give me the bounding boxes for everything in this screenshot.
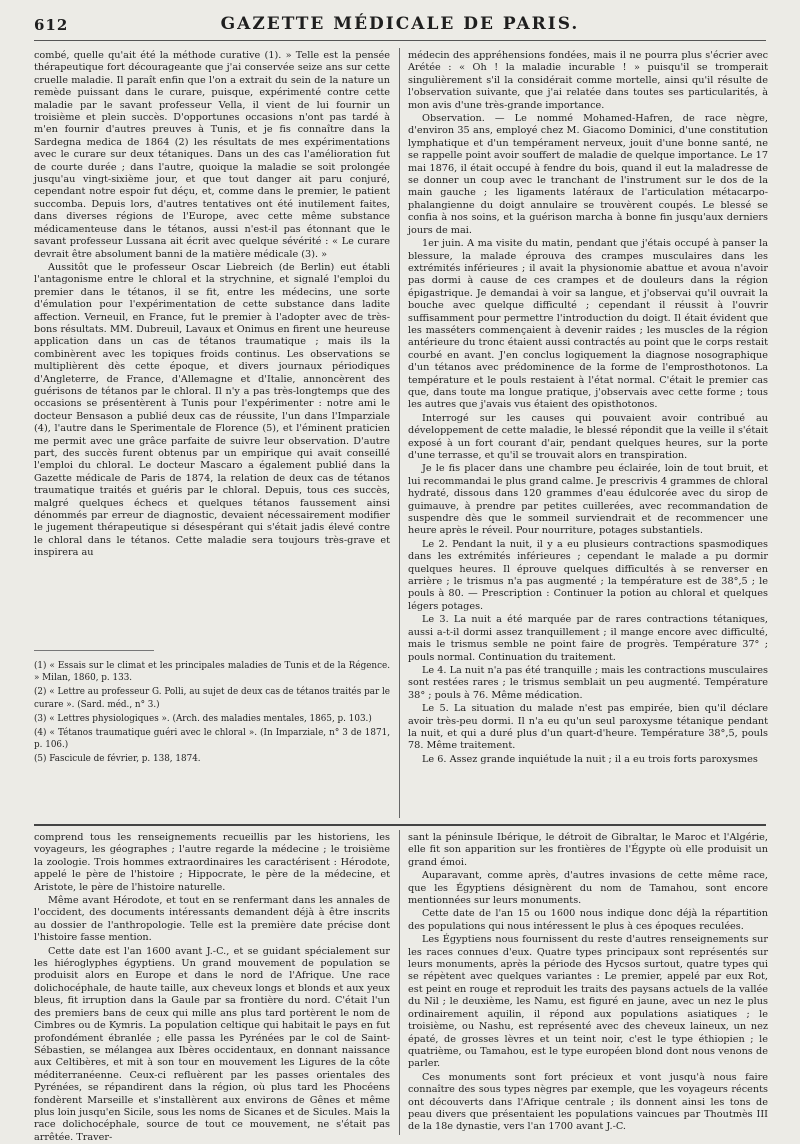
header-rule [34, 40, 766, 41]
paragraph: Je le fis placer dans une chambre peu éclairée, loin de tout bruit, et lui recommandai le plus grand calme. Je prescrivis 4 grammes de chloral hydraté, dissous dans 120 grammes d'eau édulcorée avec du sirop de guimauve, à prendre par petites cuillerées, avec recommandation de suspendre dès que le sommeil surviendrait et de recommencer une heure après le réveil. Pour nourriture, potages substantiels. [408, 463, 768, 537]
right-column-top [408, 50, 768, 820]
paragraph: Auparavant, comme après, d'autres invasions de cette même race, que les Égyptiens désignèrent du nom de Tamahou, sont encore mentionnées sur leurs monuments. [408, 870, 768, 907]
column-divider [399, 48, 400, 818]
paragraph: Aussitôt que le professeur Oscar Liebreich (de Berlin) eut établi l'antagonisme entre le chloral et la strychnine, et signalé l'emploi du premier dans le tétanos, il se fit, entre les médecins, une sorte d'émulation pour l'expérimentation de cette substance dans ladite affection. Verneuil, en France, fut le premier à l'adopter avec de très-bons résultats. MM. Dubreuil, Lavaux et Onimus en firent une heureuse application dans un cas de tétanos traumatique ; mais ils la combinèrent avec les topiques froids continus. Les observations se multiplièrent dès cette époque, et divers journaux périodiques d'Angleterre, de France, d'Allemagne et d'Italie, annoncèrent des guérisons de tétanos par le chloral. Il n'y a pas très-longtemps que des occasions se présentèrent à Tunis pour l'expérimenter : notre ami le docteur Bensason a publié deux cas de réussite, l'un dans l'Imparziale (4), l'autre dans le Sperimentale de Florence (5), et l'éminent praticien me permit avec une grâce parfaite de suivre leur observation. D'autre part, des succès furent obtenus par un empirique qui avait conseillé l'emploi du chloral. Le docteur Mascaro a également publié dans la Gazette médicale de Paris de 1874, la relation de deux cas de tétanos traumatique traités et guéris par le chloral. Depuis, tous ces succès, malgré quelques échecs et quelques tétanos faussement ainsi dénommés par erreur de diagnostic, devaient nécessairement modifier le jugement thérapeutique si désespérant qui s'était jadis élevé contre le chloral dans le tétanos. Cette maladie sera toujours très-grave et inspirera au [34, 261, 390, 559]
footnote: (5) Fascicule de février, p. 138, 1874. [34, 754, 201, 765]
footnote: (1) « Essais sur le climat et les principales maladies de Tunis et de la Régence. » Milan, 1860, p. 133. [34, 661, 390, 684]
paragraph: Le 6. Assez grande inquiétude la nuit ; il a eu trois forts paroxysmes [422, 753, 758, 765]
paragraph: sant la péninsule Ibérique, le détroit de Gibraltar, le Maroc et l'Algérie, elle fit son apparition sur les frontières de l'Égypte où elle produisit un grand émoi. [408, 832, 768, 868]
paragraph: Interrogé sur les causes qui pouvaient avoir contribué au développement de cette maladie, le blessé répondit que la veille il s'était exposé à un fort courant d'air, pendant quelques heures, sur la porte d'une terrasse, et qu'il se trouvait alors en transpiration. [408, 412, 768, 461]
right-column-bottom [408, 832, 768, 1137]
footnote: (4) « Tétanos traumatique guéri avec le chloral ». (In Imparziale, n° 3 de 1871, p. 106.) [34, 728, 390, 751]
section-rule [34, 824, 766, 826]
paragraph: comprend tous les renseignements recueillis par les historiens, les voyageurs, les géographes ; l'autre regarde la médecine ; le troisième la zoologie. Trois hommes extraordinaires les caractérisent : Hérodote, appelé le père de l'histoire ; Hippocrate, le père de la médecine, et Aristote, le père de l'histoire naturelle. [34, 832, 390, 893]
paragraph: Cette date de l'an 15 ou 1600 nous indique donc déjà la répartition des populations qui nous intéressent le plus à ces époques reculées. [408, 908, 768, 932]
paragraph: Les Égyptiens nous fournissent du reste d'autres renseignements sur les races connues d'eux. Quatre types principaux sont représentés sur leurs monuments, après la période des Hycsos surtout, quatre types qui se répètent avec quelques variantes : Le premier, appelé par eux Rot, est peint en rouge et reproduit les traits des paysans actuels de la vallée du Nil ; le deuxième, les Namu, est figuré en jaune, avec un nez le plus ordinairement aquilin, il répond aux populations asiatiques ; le troisième, ou Nashu, est représenté avec des cheveux laineux, un nez épaté, de grosses lèvres et un teint noir, c'est le type éthiopien ; le quatrième, ou Tamahou, est le type européen blond dont nous venons de parler. [408, 934, 768, 1070]
paragraph: médecin des appréhensions fondées, mais il ne pourra plus s'écrier avec Arétée : « Oh ! la maladie incurable ! » puisqu'il se tromperait singulièrement s'il la considérait comme mortelle, ainsi qu'il résulte de l'observation suivante, que j'ai relatée dans toutes ses particularités, à mon avis d'une très-grande importance. [408, 50, 768, 111]
paragraph: Le 2. Pendant la nuit, il y a eu plusieurs contractions spasmodiques dans les extrémités inférieures ; cependant le malade a pu dormir quelques heures. Il éprouve quelques difficultés à se renverser en arrière ; le trismus n'a pas augmenté ; la température est de 38°,5 ; le pouls à 80. — Prescription : Continuer la potion au chloral et quelques légers potages. [408, 538, 768, 612]
footnote-rule [34, 650, 154, 651]
paragraph: Même avant Hérodote, et tout en se renfermant dans les annales de l'occident, des documents intéressants demandent déjà à être inscrits au dossier de l'anthropologie. Telle est la première date précise dont l'histoire fasse mention. [34, 895, 390, 944]
footnote: (2) « Lettre au professeur G. Polli, au sujet de deux cas de tétanos traités par le curare ». (Sard. méd., n° 3.) [34, 687, 390, 710]
footnote: (3) « Lettres physiologiques ». (Arch. des maladies mentales, 1865, p. 103.) [34, 713, 372, 724]
column-divider [399, 830, 400, 1135]
paragraph: Le 3. La nuit a été marquée par de rares contractions tétaniques, aussi a-t-il dormi assez tranquillement ; il mange encore avec difficulté, mais le trismus semble ne point faire de progrès. Température 37° ; pouls normal. Continuation du traitement. [408, 614, 768, 663]
paragraph: 1er juin. A ma visite du matin, pendant que j'étais occupé à panser la blessure, la malade éprouva des crampes musculaires dans les extrémités inférieures ; il avait la physionomie abattue et avoua n'avoir pas dormi à cause de ces crampes et de douleurs dans la région épigastrique. Je demandai à voir sa langue, et j'observai qu'il ouvrait la bouche avec quelque difficulté ; cependant il réussit à l'ouvrir suffisamment pour permettre l'introduction du doigt. Il était évident que les masséters commençaient à devenir raides ; les muscles de la région antérieure du tronc étaient aussi contractés au point que le corps restait courbé en avant. J'en conclus logiquement la diagnose nosographique d'un tétanos avec prédominence de la forme de l'emprosthotonos. La température et le pouls restaient à l'état normal. C'était le premier cas que, dans toute ma longue pratique, j'observais avec cette forme ; tous les autres que j'avais vus étaient des opisthotonos. [408, 238, 768, 411]
footnotes [34, 660, 390, 820]
paragraph: Ces monuments sont fort précieux et vont jusqu'à nous faire connaître des sous types nègres par exemple, que les voyageurs récents ont découverts dans l'Afrique centrale ; ils donnent ainsi les tons de peau divers que présentaient les populations vaincues par Thoutmès III de la 18e dynastie, vers l'an 1700 avant J.-C. [408, 1071, 768, 1133]
paragraph: Cette date est l'an 1600 avant J.-C., et se guidant spécialement sur les hiéroglyphes égyptiens. Un grand mouvement de population se produisit alors en Europe et dans le nord de l'Afrique. Une race dolichocéphale, de haute taille, aux cheveux longs et blonds et aux yeux bleus, fit irruption dans la Gaule par sa frontière du nord. C'était l'un des premiers bans de ceux qui mille ans plus tard portèrent le nom de Cimbres ou de Kymris. La population celtique qui habitait le pays en fut profondément ébranlée ; elle passa les Pyrénées par le col de Saint-Sébastien, se mélangea aux Ibères occidentaux, en donnant naissance aux Celtibères, et mit à son tour en mouvement les Ligures de la côte méditerranéenne. Ceux-ci refluèrent par les passes orientales des Pyrénées, se répandirent dans la région, où plus tard les Phocéens fondèrent Marseille et s'installèrent aux environs de Gênes et même plus loin jusqu'en Sicile, sous les noms de Sicanes et de Sicules. Mais la race dolichocéphale, source de tout ce mouvement, ne s'était pas arrêtée. Traver- [34, 945, 390, 1143]
paragraph: Le 4. La nuit n'a pas été tranquille ; mais les contractions musculaires sont restées rares ; le trismus semblait un peu augmenté. Température 38° ; pouls à 76. Même médication. [408, 664, 768, 701]
page-number: 612 [34, 16, 69, 34]
left-column-bottom [34, 832, 390, 1143]
paragraph: combé, quelle qu'ait été la méthode curative (1). » Telle est la pensée thérapeutique fort décourageante que j'ai conservée seize ans sur cette cruelle maladie. Il paraît enfin que l'on a extrait du sein de la nature un remède puissant dans le curare, puisque, expérimenté contre cette maladie par le savant professeur Vella, il vient de lui fournir un troisième et plein succès. D'opportunes occasions n'ont pas tardé à m'en fournir d'autres preuves à Tunis, et je fis connaître dans la Sardegna medica de 1864 (2) les résultats de mes expérimentations avec le curare sur deux tétaniques. Dans un des cas l'amélioration fut de courte durée ; dans l'autre, quoique la maladie se soit prolongée jusqu'au vingt-sixième jour, et que tout danger ait paru conjuré, cependant notre espoir fut déçu, et, comme dans le premier, le patient succomba. Depuis lors, d'autres tentatives ont été inutilement faites, dans diverses régions de l'Europe, avec cette même substance médicamenteuse dans le tétanos, aussi n'est-il pas étonnant que le savant professeur Lussana ait écrit avec quelque sévérité : « Le curare devrait être absolument banni de la matière médicale (3). » [34, 50, 390, 260]
paragraph: Le 5. La situation du malade n'est pas empirée, bien qu'il déclare avoir très-peu dormi. Il n'a eu qu'un seul paroxysme tétanique pendant la nuit, et qui a duré plus d'un quart-d'heure. Température 38°,5, pouls 78. Même traitement. [408, 703, 768, 752]
left-column-top [34, 50, 390, 641]
observation-paragraph: Observation. — Le nommé Mohamed-Hafren, de race nègre, d'environ 35 ans, employé chez M. Giacomo Dominici, d'une constitution lymphatique et d'un tempérament nerveux, jouit d'une bonne santé, ne se rappelle point avoir souffert de maladie de quelque importance. Le 17 mai 1876, il était occupé à fendre du bois, quand il eut la maladresse de se donner un coup avec le tranchant de l'instrument sur le dos de la main gauche ; les ligaments latéraux de l'articulation métacarpo-phalangienne du doigt annulaire se trouvèrent coupés. Le blessé se confia à nos soins, et la guérison marcha à bonne fin jusqu'aux derniers jours de mai. [408, 113, 768, 236]
journal-title: GAZETTE MÉDICALE DE PARIS. [220, 14, 580, 34]
